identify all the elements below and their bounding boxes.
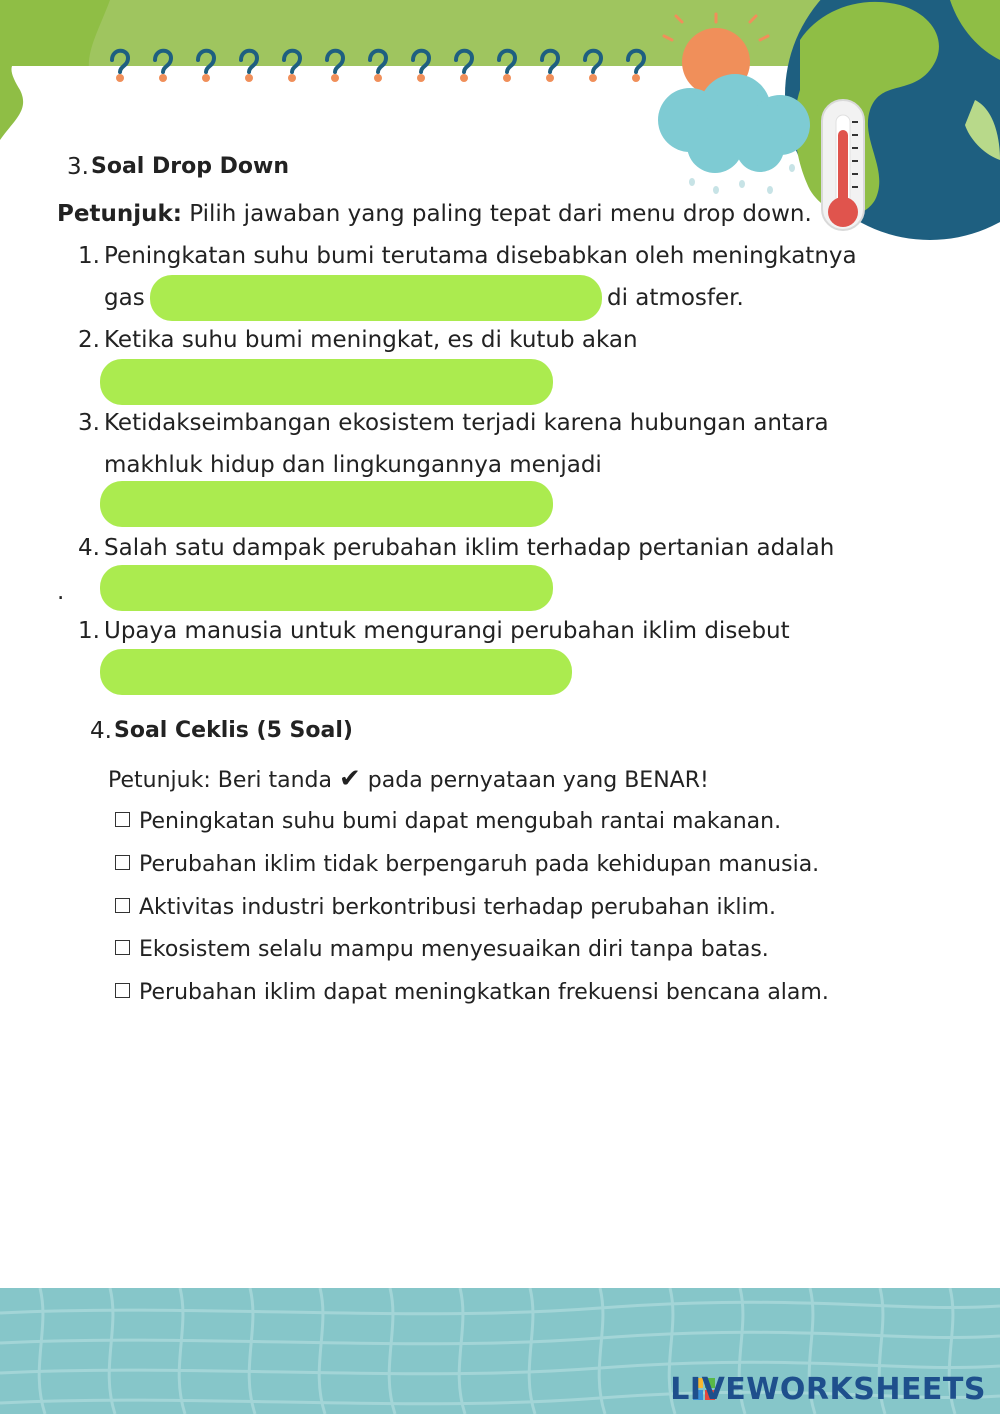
checkbox[interactable]: [115, 898, 130, 913]
checkbox[interactable]: [115, 983, 130, 998]
dropdown-answer-5[interactable]: [100, 649, 572, 695]
question-number: 1.: [78, 243, 100, 269]
question-number: 3.: [78, 410, 100, 436]
question-text: Ketika suhu bumi meningkat, es di kutub akan: [104, 327, 638, 353]
checklist-item[interactable]: [115, 935, 769, 965]
question-number: 1.: [78, 618, 100, 644]
dropdown-answer-4[interactable]: [100, 565, 553, 611]
question-text: Upaya manusia untuk mengurangi perubahan iklim disebut: [104, 618, 790, 644]
liveworksheets-brand[interactable]: LIVEWORKSHEETS: [670, 1372, 986, 1407]
instruction-text: Pilih jawaban yang paling tepat dari menu drop down.: [181, 201, 812, 227]
section4-instruction: [108, 764, 709, 796]
checklist-item-label: Perubahan iklim tidak berpengaruh pada kehidupan manusia.: [139, 852, 820, 877]
question-number: 2.: [78, 327, 100, 353]
question-number: 4.: [78, 535, 100, 561]
stray-dot: .: [57, 579, 65, 605]
dropdown-answer-1[interactable]: [150, 275, 602, 321]
section4-title: Soal Ceklis (5 Soal): [114, 718, 353, 743]
checkbox[interactable]: [115, 855, 130, 870]
section3-number: 3.: [67, 154, 89, 180]
checklist-item-label: Perubahan iklim dapat meningkatkan frekuensi bencana alam.: [139, 980, 829, 1005]
section4-number: 4.: [90, 718, 112, 744]
dropdown-answer-3[interactable]: [100, 481, 553, 527]
section3-instruction: [57, 199, 812, 229]
dropdown-answer-2[interactable]: [100, 359, 553, 405]
instruction-label: Petunjuk:: [57, 201, 182, 227]
checklist-item[interactable]: [115, 893, 776, 923]
question-text-line2: makhluk hidup dan lingkungannya menjadi: [104, 452, 602, 478]
section3-title: Soal Drop Down: [91, 154, 289, 179]
question-text-pre: gas: [104, 285, 145, 311]
question-text: Peningkatan suhu bumi terutama disebabkan oleh meningkatnya: [104, 243, 857, 269]
checkbox[interactable]: [115, 940, 130, 955]
checklist-item-label: Aktivitas industri berkontribusi terhadap perubahan iklim.: [139, 895, 777, 920]
checkmark-icon: ✔: [339, 764, 361, 794]
question-text: Ketidakseimbangan ekosistem terjadi karena hubungan antara: [104, 410, 829, 436]
checklist-item[interactable]: [115, 850, 819, 880]
question-text-post: di atmosfer.: [607, 285, 744, 311]
checklist-item[interactable]: [115, 807, 781, 837]
checklist-item-label: Peningkatan suhu bumi dapat mengubah rantai makanan.: [139, 809, 782, 834]
question-text: Salah satu dampak perubahan iklim terhadap pertanian adalah: [104, 535, 835, 561]
checklist-item-label: Ekosistem selalu mampu menyesuaikan diri tanpa batas.: [139, 937, 769, 962]
instruction-pre: Petunjuk: Beri tanda: [108, 768, 339, 793]
checklist-item[interactable]: [115, 978, 829, 1008]
checkbox[interactable]: [115, 812, 130, 827]
instruction-post: pada pernyataan yang BENAR!: [360, 768, 709, 793]
